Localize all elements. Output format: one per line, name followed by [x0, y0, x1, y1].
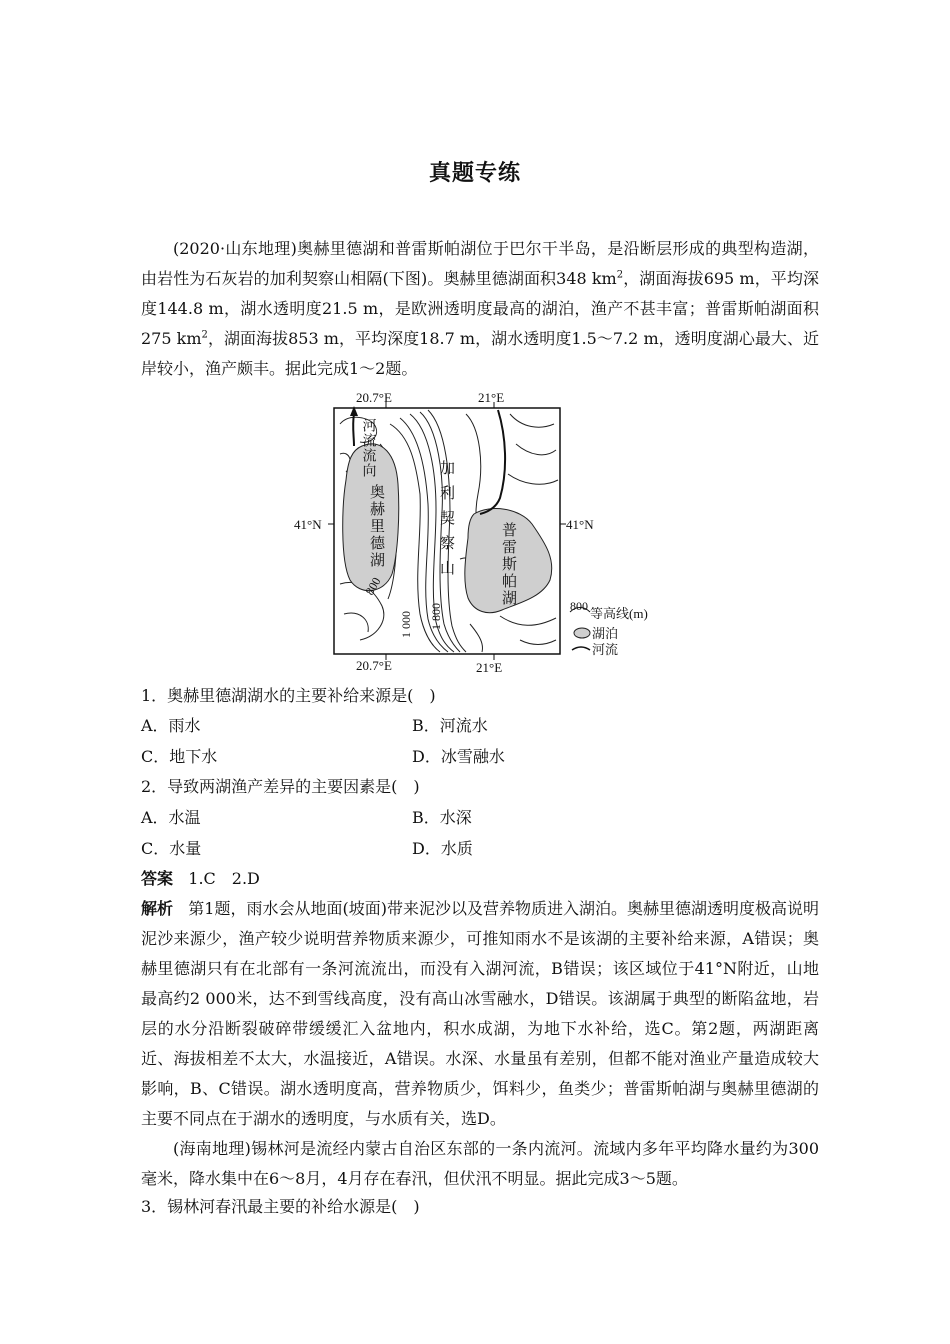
- lon-top-right: 21°E: [478, 390, 505, 405]
- question-1-stem: 1．奥赫里德湖湖水的主要补给来源是( ): [141, 686, 436, 705]
- q1-option-a: A．雨水: [141, 716, 201, 735]
- lat-left: 41°N: [294, 517, 322, 532]
- legend-lake-symbol: [574, 628, 590, 638]
- legend-river-symbol: [572, 647, 590, 650]
- legend-lake-label: 湖泊: [592, 626, 619, 641]
- contour-map: [270, 384, 660, 674]
- lon-top-left: 20.7°E: [356, 390, 392, 405]
- river-outflow: [353, 414, 354, 446]
- q1-option-d: D．冰雪融水: [412, 747, 505, 766]
- lat-right: 41°N: [566, 517, 594, 532]
- q2-option-a: A．水温: [141, 808, 201, 827]
- analysis-label: 解析: [141, 899, 174, 918]
- lon-bottom-right: 21°E: [476, 660, 503, 674]
- label-ohrid: 奥赫里德湖: [368, 484, 384, 569]
- q2-option-b: B．水深: [412, 808, 472, 827]
- q2-option-d: D．水质: [412, 839, 473, 858]
- question-2-stem: 2．导致两湖渔产差异的主要因素是( ): [141, 777, 420, 796]
- legend-contour-value: 800: [570, 599, 588, 613]
- contour-label-800: 800: [362, 574, 384, 598]
- label-river-flow: 河流流向: [360, 418, 376, 478]
- question-3-stem: 3．锡林河春汛最主要的补给水源是( ): [141, 1197, 420, 1216]
- legend-river-label: 河流: [592, 642, 619, 657]
- q1-option-c: C．地下水: [141, 747, 218, 766]
- analysis-paragraph: [141, 894, 819, 1134]
- river-east: [480, 410, 505, 514]
- label-prespa: 普雷斯帕湖: [500, 522, 516, 607]
- q2-option-c: C．水量: [141, 839, 202, 858]
- analysis-text: 第1题，雨水会从地面(坡面)带来泥沙以及营养物质进入湖泊。奥赫里德湖透明度极高说明泥沙来源少，渔产较少说明营养物质来源少，可推知雨水不是该湖的主要补给来源，A错误；奥赫里德湖只有在北部有一条河流流出，而没有入湖河流，B错误；该区域位于41°N附近，山地最高约2 000米，达不到雪线高度，没有高山冰雪融水，D错误。该湖属于典型的断陷盆地，岩层的水分沿断裂破碎带缓缓汇入盆地内，积水成湖，为地下水补给，选C。第2题，两湖距离近、海拔相差不太大，水温接近，A错误。水深、水量虽有差别，但都不能对渔业产量造成较大影响，B、C错误。湖水透明度高，营养物质少，饵料少，鱼类少；普雷斯帕湖与奥赫里德湖的主要不同点在于湖水的透明度，与水质有关，选D。: [141, 899, 819, 1128]
- contour-label-1000: 1 000: [399, 611, 413, 638]
- q1-option-b: B．河流水: [412, 716, 488, 735]
- legend-contour-label: 等高线(m): [590, 606, 648, 621]
- label-mountain: 加利契察山: [438, 460, 454, 585]
- answer-text: 1.C 2.D: [188, 869, 260, 888]
- answer-label: 答案: [141, 869, 174, 888]
- answer-line: [141, 868, 260, 890]
- intro2-paragraph: (海南地理)锡林河是流经内蒙古自治区东部的一条内流河。流域内多年平均降水量约为300毫米，降水集中在6～8月，4月存在春汛，但伏汛不明显。据此完成3～5题。: [141, 1139, 819, 1188]
- contour-label-1800: 1 800: [429, 603, 443, 630]
- page-title: 真题专练: [428, 161, 521, 186]
- lon-bottom-left: 20.7°E: [356, 658, 392, 673]
- intro-paragraph: (2020·山东地理)奥赫里德湖和普雷斯帕湖位于巴尔干半岛，是沿断层形成的典型构造湖，由岩性为石灰岩的加利契察山相隔(下图)。奥赫里德湖面积348 $km^2$，湖面海拔695 m，平均深度144.8 m，湖水透明度21.5 m，是欧洲透明度最高的湖泊，渔产不甚丰富；普雷斯帕湖面积275 $km^2$，湖面海拔853 m，平均深度18.7 m，湖水透明度1.5～7.2 m，透明度湖心最大、近岸较小，渔产颇丰。据此完成1～2题。: [141, 239, 819, 378]
